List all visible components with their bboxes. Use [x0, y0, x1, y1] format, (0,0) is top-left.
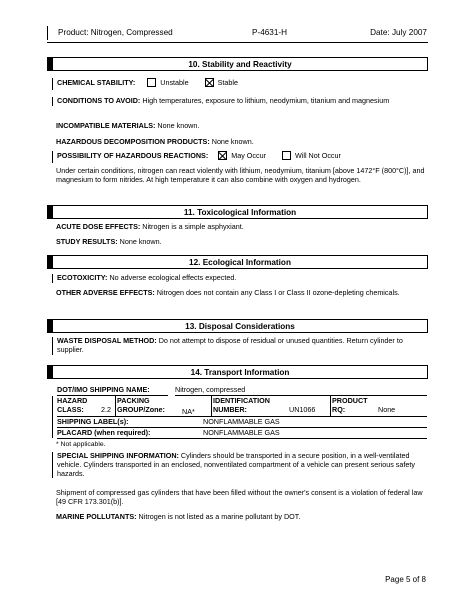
- product-rq-label-2: RQ:: [332, 405, 346, 414]
- table-divider: [330, 396, 331, 416]
- product-rq-label: PRODUCT: [332, 396, 368, 405]
- hazard-class-label: HAZARD: [57, 396, 88, 405]
- page-number: Page 5 of 8: [385, 575, 426, 584]
- identification-number-label: IDENTIFICATION: [213, 396, 270, 405]
- section-12-heading: 12. Ecological Information: [47, 255, 428, 269]
- packing-group-value: NA*: [182, 407, 195, 416]
- header-code: P-4631-H: [252, 28, 288, 37]
- hazardous-reactions-row: [52, 151, 422, 163]
- identification-number-label-2: NUMBER:: [213, 405, 247, 414]
- stable-label: Stable: [217, 78, 239, 87]
- placard-label: PLACARD (when required):: [57, 428, 151, 437]
- not-applicable-note: * Not applicable.: [56, 441, 106, 448]
- packing-group-label: PACKING: [117, 396, 150, 405]
- hazard-class-label-2: CLASS:: [57, 405, 84, 414]
- header-rule: [47, 42, 428, 43]
- placard-value: NONFLAMMABLE GAS: [203, 428, 280, 437]
- ecotoxicity: ECOTOXICITY: No adverse ecological effects expected.: [52, 274, 422, 283]
- conditions-to-avoid: CONDITIONS TO AVOID: High temperatures, exposure to lithium, neodymium, titanium and magnesium: [52, 97, 422, 106]
- acute-dose-effects: ACUTE DOSE EFFECTS: Nitrogen is a simple asphyxiant.: [56, 222, 244, 231]
- section-10-heading: 10. Stability and Reactivity: [47, 57, 428, 71]
- study-results: STUDY RESULTS: None known.: [56, 237, 162, 246]
- ship-name-label: DOT/IMO SHIPPING NAME:: [57, 385, 150, 394]
- header-product: Product: Nitrogen, Compressed: [58, 28, 173, 37]
- table-divider: [115, 396, 116, 416]
- marine-pollutants: MARINE POLLUTANTS: Nitrogen is not listed as a marine pollutant by DOT.: [56, 512, 301, 521]
- may-occur-label: May Occur: [231, 151, 266, 160]
- other-adverse-effects: OTHER ADVERSE EFFECTS: Nitrogen does not contain any Class I or Class II ozone-depleting chemicals.: [56, 288, 400, 297]
- header-date: Date: July 2007: [370, 28, 427, 37]
- ship-name-value: Nitrogen, compressed: [175, 385, 246, 394]
- unstable-label: Unstable: [160, 78, 189, 87]
- shipping-label-label: SHIPPING LABEL(s):: [57, 417, 129, 426]
- incompatible-materials: INCOMPATIBLE MATERIALS: None known.: [56, 121, 200, 130]
- table-rule: [57, 438, 427, 439]
- hazard-class-value: 2.2: [101, 405, 111, 414]
- table-divider: [211, 396, 212, 416]
- page-header: [47, 26, 427, 40]
- hazardous-reactions-label: POSSIBILITY OF HAZARDOUS REACTIONS:: [57, 151, 209, 160]
- stable-checkbox: [205, 78, 214, 87]
- hazardous-decomposition: HAZARDOUS DECOMPOSITION PRODUCTS: None known.: [56, 137, 254, 146]
- will-not-occur-label: Will Not Occur: [294, 151, 341, 160]
- may-occur-checkbox: [218, 151, 227, 160]
- section-13-heading: 13. Disposal Considerations: [47, 319, 428, 333]
- unstable-checkbox: [147, 78, 156, 87]
- section-14-heading: 14. Transport Information: [47, 365, 428, 379]
- special-shipping-info: SPECIAL SHIPPING INFORMATION: Cylinders should be transported in a secure position, in a well-ventilated vehicle. Cylinders transported in an enclosed, nonventilated compartment of a vehicle can present serious safety hazards.: [52, 452, 422, 478]
- section-11-heading: 11. Toxicological Information: [47, 205, 428, 219]
- packing-group-label-2: GROUP/Zone:: [117, 405, 165, 414]
- product-rq-value: None: [378, 405, 396, 414]
- shipment-violation-note: Shipment of compressed gas cylinders that have been filled without the owner's consent is a violation of federal law [49 CFR 173.301(b)].: [56, 488, 423, 506]
- shipping-label-value: NONFLAMMABLE GAS: [203, 417, 280, 426]
- reactivity-note: Under certain conditions, nitrogen can react violently with lithium, neodymium, titanium [above 1472°F (800°C)], and magnesium to form nitrides. At high temperature it can also combine with oxygen and hydrogen.: [56, 166, 425, 184]
- identification-number-value: UN1066: [289, 405, 316, 414]
- chemical-stability-label: CHEMICAL STABILITY:: [57, 78, 136, 87]
- table-margin-bar: [52, 396, 53, 438]
- chemical-stability-row: [52, 78, 422, 90]
- will-not-occur-checkbox: [282, 151, 291, 160]
- waste-disposal-method: WASTE DISPOSAL METHOD: Do not attempt to dispose of residual or unused quantities. Return cylinder to supplier.: [52, 337, 422, 355]
